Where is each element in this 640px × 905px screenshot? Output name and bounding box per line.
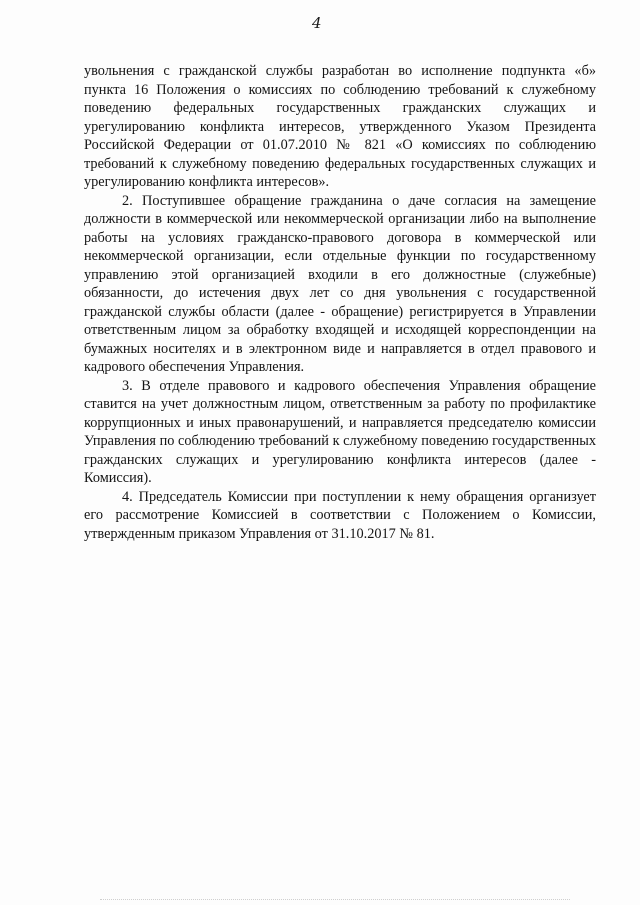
paragraph-3: 3. В отделе правового и кадрового обеспечения Управления обращение ставится на учет должностным лицом, ответственным за работу по профилактике коррупционных и иных правонарушений, и направляется председателю комиссии Управления по соблюдению требований к служебному поведению государственных гражданских служащих и урегулированию конфликта интересов (далее - Комиссия). xyxy=(84,377,596,486)
paragraph-continuation: увольнения с гражданской службы разработан во исполнение подпункта «б» пункта 16 Положения о комиссиях по соблюдению требований к служебному поведению федеральных государственных гражданских служащих и урегулированию конфликта интересов, утвержденного Указом Президента Российской Федерации от 01.07.2010 № 821 «О комиссиях по соблюдению требований к служебному поведению федеральных государственных служащих и урегулированию конфликта интересов». xyxy=(84,63,596,190)
page-number: 4 xyxy=(312,14,322,32)
paragraph-2: 2. Поступившее обращение гражданина о даче согласия на замещение должности в коммерческой или некоммерческой организации либо на выполнение работы на условиях гражданско-правового договора в коммерческой или некоммерческой организации, если отдельные функции по государственному управлению этой организацией входили в его должностные (служебные) обязанности, до истечения двух лет со дня увольнения с государственной гражданской службы области (далее - обращение) регистрируется в Управлении ответственным лицом за обработку входящей и исходящей корреспонденции на бумажных носителях и в электронном виде и направляется в отдел правового и кадрового обеспечения Управления. xyxy=(84,192,596,375)
paragraph-4: 4. Председатель Комиссии при поступлении к нему обращения организует его рассмотрение Комиссией в соответствии с Положением о Комиссии, утвержденным приказом Управления от 31.10.2017 № 81. xyxy=(84,488,596,542)
scan-edge-artifact xyxy=(100,899,570,902)
document-body xyxy=(84,62,596,543)
